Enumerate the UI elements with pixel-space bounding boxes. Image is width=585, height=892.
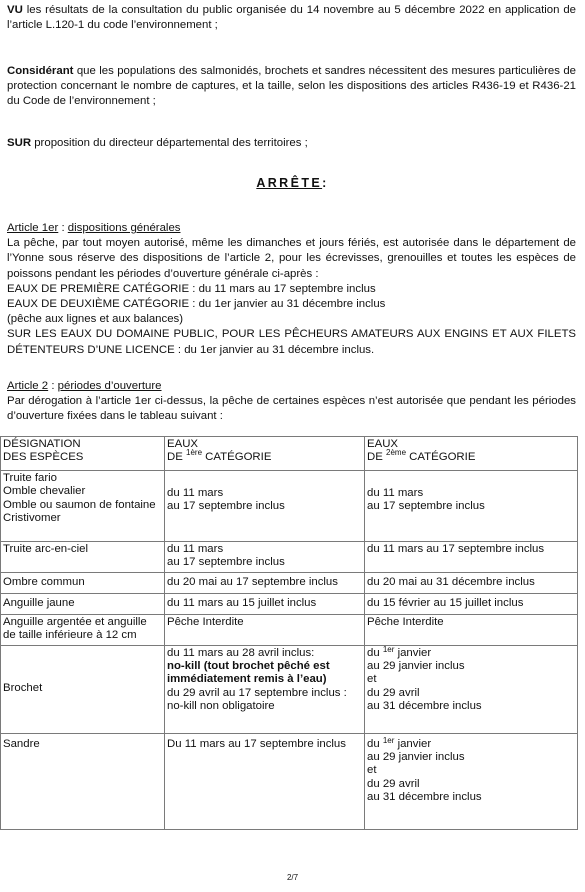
yellow-eel-cat1: du 11 mars au 15 juillet inclus [165, 593, 365, 614]
opening-periods-table [0, 436, 578, 830]
table-row-silver-eel [1, 614, 578, 645]
article-2-heading [7, 379, 576, 394]
article-1-first-category: EAUX DE PREMIÈRE CATÉGORIE : du 11 mars au 17 septembre inclus [7, 282, 376, 295]
rainbow-trout-species: Truite arc-en-ciel [1, 542, 165, 573]
pike-species: Brochet [1, 645, 165, 733]
article-1-sep: : [58, 222, 68, 234]
table-row-yellow-eel [1, 593, 578, 614]
grayling-cat1: du 20 mai au 17 septembre inclus [165, 572, 365, 593]
vu-text: les résultats de la consultation du public organisée du 14 novembre au 5 décembre 2022 en application de l’article L.120-1 du code l’environnement ; [7, 4, 576, 32]
pike-cat2: du $^{1er}$ janvier au 29 janvier inclus et du 29 avril au 31 décembre inclus [365, 645, 578, 733]
rainbow-trout-cat2: du 11 mars au 17 septembre inclus [365, 542, 578, 573]
salmonids-species: Truite fario Omble chevalier Omble ou saumon de fontaine Cristivomer [1, 471, 165, 542]
table-header-row [1, 437, 578, 471]
article-1 [7, 221, 576, 358]
article-1-lines-note: (pêche aux lignes et aux balances) [7, 313, 184, 326]
article-1-public-domain: SUR LES EAUX DU DOMAINE PUBLIC, POUR LES PÊCHEURS AMATEURS AUX ENGINS ET AUX FILETS DÉTENTEURS D’UNE LICENCE : du 1er janvier au 31 décembre inclus. [7, 328, 576, 356]
table-row-zander [1, 733, 578, 829]
sur-paragraph [7, 136, 576, 151]
table-row-pike [1, 645, 578, 733]
table-row-rainbow-trout [1, 542, 578, 573]
article-2-sep: : [48, 380, 58, 392]
article-1-second-category: EAUX DE DEUXIÈME CATÉGORIE : du 1er janvier au 31 décembre inclus [7, 298, 386, 311]
pike-cat1: du 11 mars au 28 avril inclus: no-kill (tout brochet pêché est immédiatement remis à l’eau) du 29 avril au 17 septembre inclus : no-kill non obligatoire [165, 645, 365, 733]
article-2 [7, 379, 576, 425]
article-1-label: Article 1er [7, 222, 59, 234]
article-2-body: Par dérogation à l’article 1er ci-dessus, la pêche de certaines espèces n’est autorisée que pendant les périodes d’ouverture fixées dans le tableau suivant : [7, 395, 576, 423]
sur-text: proposition du directeur départemental des territoires ; [31, 137, 308, 149]
grayling-species: Ombre commun [1, 572, 165, 593]
header-category-1: EAUX DE $^{1ère}$ CATÉGORIE [165, 437, 365, 471]
vu-lead: VU [7, 4, 23, 16]
yellow-eel-cat2: du 15 février au 15 juillet inclus [365, 593, 578, 614]
header-category-2: EAUX DE $^{2ème}$ CATÉGORIE [365, 437, 578, 471]
silver-eel-cat1: Pêche Interdite [165, 614, 365, 645]
zander-species: Sandre [1, 733, 165, 829]
salmonids-cat2: du 11 mars au 17 septembre inclus [365, 471, 578, 542]
silver-eel-species: Anguille argentée et anguille de taille inférieure à 12 cm [1, 614, 165, 645]
header-species: DÉSIGNATION DES ESPÈCES [1, 437, 165, 471]
considerant-text: que les populations des salmonidés, brochets et sandres nécessitent des mesures particulières de protection concernant le nombre de captures, et la taille, selon les dispositions des articles R436-19 et R436-21 du Code de l’environnement ; [7, 65, 576, 108]
considerant-paragraph [7, 64, 576, 110]
salmonids-cat1: du 11 mars au 17 septembre inclus [165, 471, 365, 542]
silver-eel-cat2: Pêche Interdite [365, 614, 578, 645]
grayling-cat2: du 20 mai au 31 décembre inclus [365, 572, 578, 593]
article-1-heading [7, 221, 576, 236]
sur-lead: SUR [7, 137, 32, 149]
article-2-title: périodes d’ouverture [57, 380, 162, 392]
arrete-colon: : [322, 176, 329, 190]
arrete-heading [0, 176, 585, 190]
zander-cat2: du $^{1er}$ janvier au 29 janvier inclus et du 29 avril au 31 décembre inclus [365, 733, 578, 829]
table-row-grayling [1, 572, 578, 593]
article-1-title: dispositions générales [67, 222, 181, 234]
considerant-lead: Considérant [7, 65, 74, 77]
page-number: 2/7 [286, 873, 299, 882]
table-row-salmonids [1, 471, 578, 542]
article-2-label: Article 2 [7, 380, 49, 392]
article-1-body: La pêche, par tout moyen autorisé, même les dimanches et jours fériés, est autorisée dans le département de l’Yonne sous réserve des dispositions de l’article 2, pour les écrevisses, grenouilles et toutes les espèces de poissons pendant les périodes d’ouverture générale ci-après : [7, 237, 576, 280]
zander-cat1: Du 11 mars au 17 septembre inclus [165, 733, 365, 829]
rainbow-trout-cat1: du 11 mars au 17 septembre inclus [165, 542, 365, 573]
yellow-eel-species: Anguille jaune [1, 593, 165, 614]
vu-paragraph [7, 3, 576, 33]
arrete-word: ARRÊTE [256, 176, 323, 190]
